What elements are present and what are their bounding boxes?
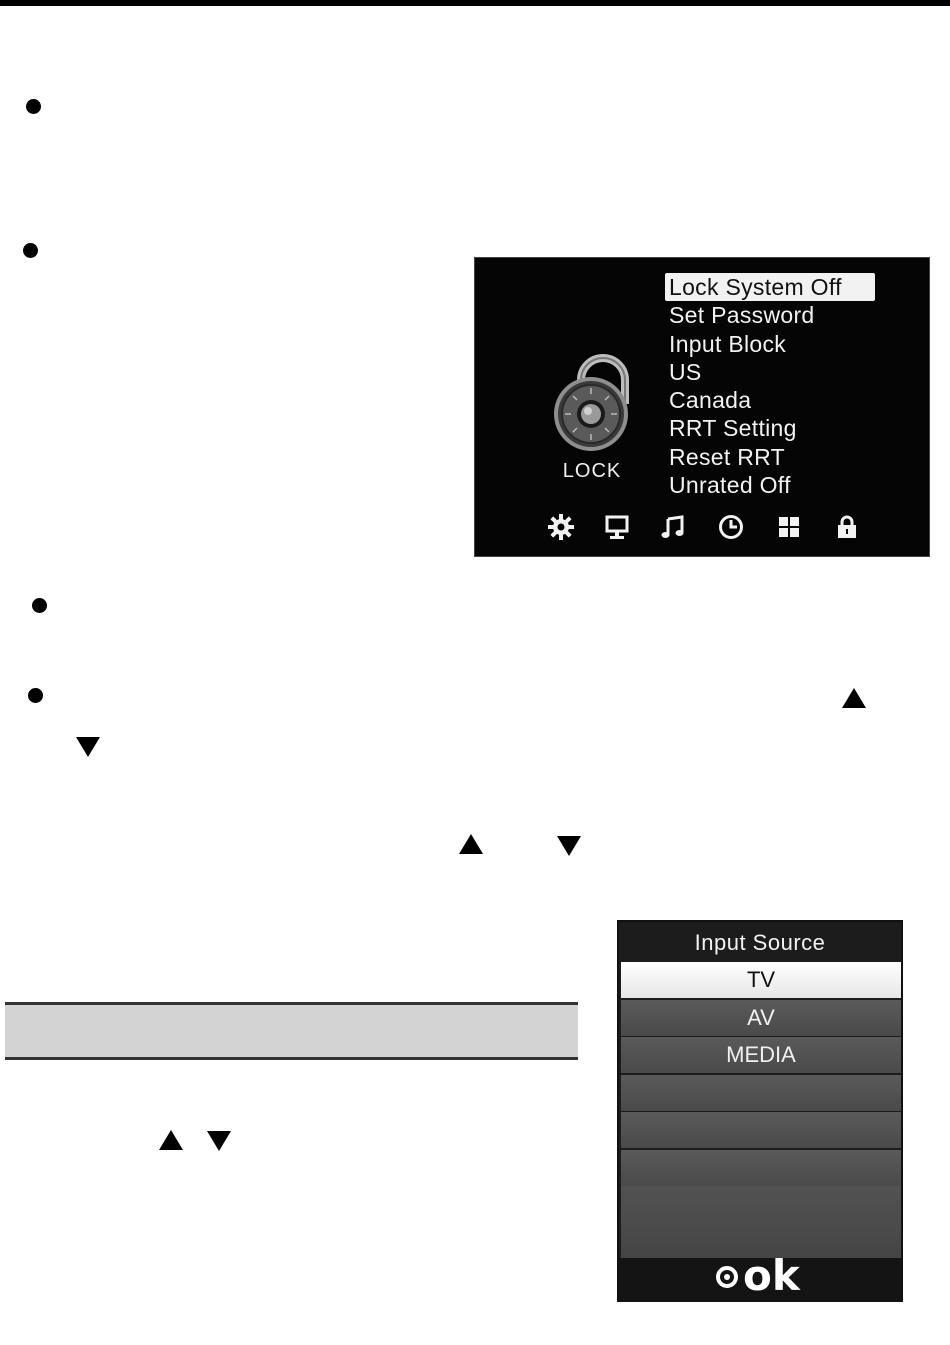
clock-icon[interactable] (717, 513, 745, 541)
source-item-empty (621, 1150, 901, 1186)
lock-label: LOCK (562, 460, 622, 482)
down-arrow-icon (557, 836, 581, 856)
input-source-title: Input Source (694, 930, 826, 955)
lock-menu-item-rrt-setting[interactable]: RRT Setting (669, 415, 797, 442)
down-arrow-icon (207, 1131, 231, 1151)
lock-menu-item-canada[interactable]: Canada (669, 387, 752, 414)
source-item-media[interactable]: MEDIA (621, 1037, 901, 1073)
top-rule (0, 0, 950, 6)
input-source-empty-area (621, 1186, 901, 1258)
ok-button-icon (716, 1266, 738, 1288)
section-heading-bar (5, 1002, 578, 1060)
bullet-2 (23, 243, 38, 258)
ok-label[interactable]: ok (743, 1251, 800, 1300)
up-arrow-icon (459, 834, 483, 854)
combination-lock-icon (553, 350, 639, 462)
source-item-tv[interactable]: TV (621, 962, 901, 998)
bullet-4 (28, 688, 43, 703)
monitor-icon[interactable] (603, 513, 631, 541)
gear-icon[interactable] (547, 513, 575, 541)
music-note-icon[interactable] (659, 513, 687, 541)
osd-tab-bar (543, 513, 863, 543)
lock-menu-item-us[interactable]: US (669, 358, 702, 385)
padlock-icon[interactable] (833, 513, 861, 541)
bullet-1 (26, 99, 41, 114)
lock-menu-item-unrated[interactable]: Unrated Off (669, 472, 791, 499)
lock-menu-item-set-password[interactable]: Set Password (669, 302, 815, 329)
lock-menu-item-reset-rrt[interactable]: Reset RRT (669, 443, 786, 470)
lock-menu-item-lock-system[interactable]: Lock System Off (665, 273, 875, 301)
input-source-list (621, 962, 901, 1187)
source-item-av[interactable]: AV (621, 1000, 901, 1036)
bullet-3 (32, 598, 47, 613)
down-arrow-icon (76, 737, 100, 757)
lock-menu-screenshot (474, 257, 930, 557)
input-source-footer (619, 1251, 901, 1302)
source-item-empty (621, 1075, 901, 1111)
lock-menu-item-input-block[interactable]: Input Block (669, 330, 787, 357)
source-item-empty (621, 1112, 901, 1148)
up-arrow-icon (842, 688, 866, 708)
up-arrow-icon (159, 1130, 183, 1150)
grid-icon[interactable] (775, 513, 803, 541)
lock-menu-list (665, 273, 875, 499)
input-source-screenshot (617, 920, 903, 1302)
